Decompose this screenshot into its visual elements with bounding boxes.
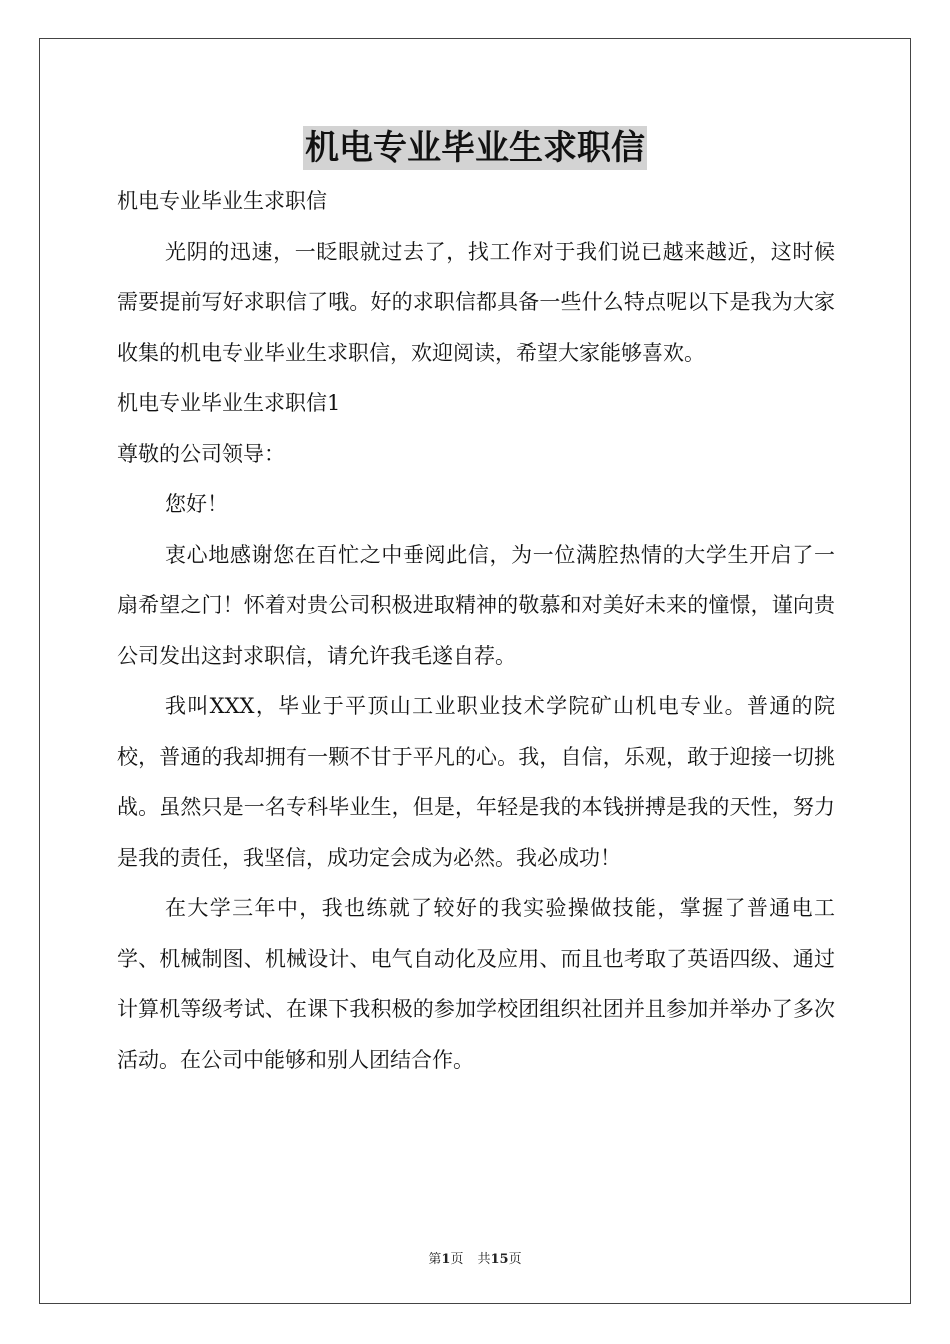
paragraph: 我叫XXX，毕业于平顶山工业职业技术学院矿山机电专业。普通的院校，普通的我却拥有一颗不甘于平凡的心。我，自信，乐观，敢于迎接一切挑战。虽然只是一名专科毕业生，但是，年轻是我的本钱拼搏是我的天性，努力是我的责任，我坚信，成功定会成为必然。我必成功！ — [117, 694, 835, 870]
total-prefix: 共 — [477, 1252, 491, 1267]
paragraph: 衷心地感谢您在百忙之中垂阅此信，为一位满腔热情的大学生开启了一扇希望之门！怀着对贵公司积极进取精神的敬慕和对美好未来的憧憬，谨向贵公司发出这封求职信，请允许我毛遂自荐。 — [117, 542, 835, 668]
total-suffix: 页 — [508, 1252, 522, 1267]
document-body — [117, 176, 835, 1085]
section-heading: 机电专业毕业生求职信1 — [117, 391, 341, 415]
page-suffix: 页 — [450, 1252, 464, 1267]
paragraph: 机电专业毕业生求职信 — [117, 189, 327, 213]
salutation: 尊敬的公司领导： — [117, 441, 285, 466]
page-prefix: 第 — [428, 1252, 442, 1267]
total-pages-number: 15 — [490, 1252, 509, 1267]
paragraph: 在大学三年中，我也练就了较好的我实验操做技能，掌握了普通电工学、机械制图、机械设计、电气自动化及应用、而且也考取了英语四级、通过计算机等级考试、在课下我积极的参加学校团组织社团并且参加并举办了多次活动。在公司中能够和别人团结合作。 — [117, 896, 835, 1072]
page-footer — [0, 1248, 950, 1267]
greeting: 您好！ — [165, 492, 228, 516]
document-title: 机电专业毕业生求职信 — [305, 128, 645, 168]
paragraph: 光阴的迅速，一眨眼就过去了，找工作对于我们说已越来越近，这时候需要提前写好求职信了哦。好的求职信都具备一些什么特点呢以下是我为大家收集的机电专业毕业生求职信，欢迎阅读，希望大家能够喜欢。 — [117, 239, 835, 365]
current-page-number: 1 — [441, 1252, 451, 1267]
title-container — [0, 126, 950, 170]
